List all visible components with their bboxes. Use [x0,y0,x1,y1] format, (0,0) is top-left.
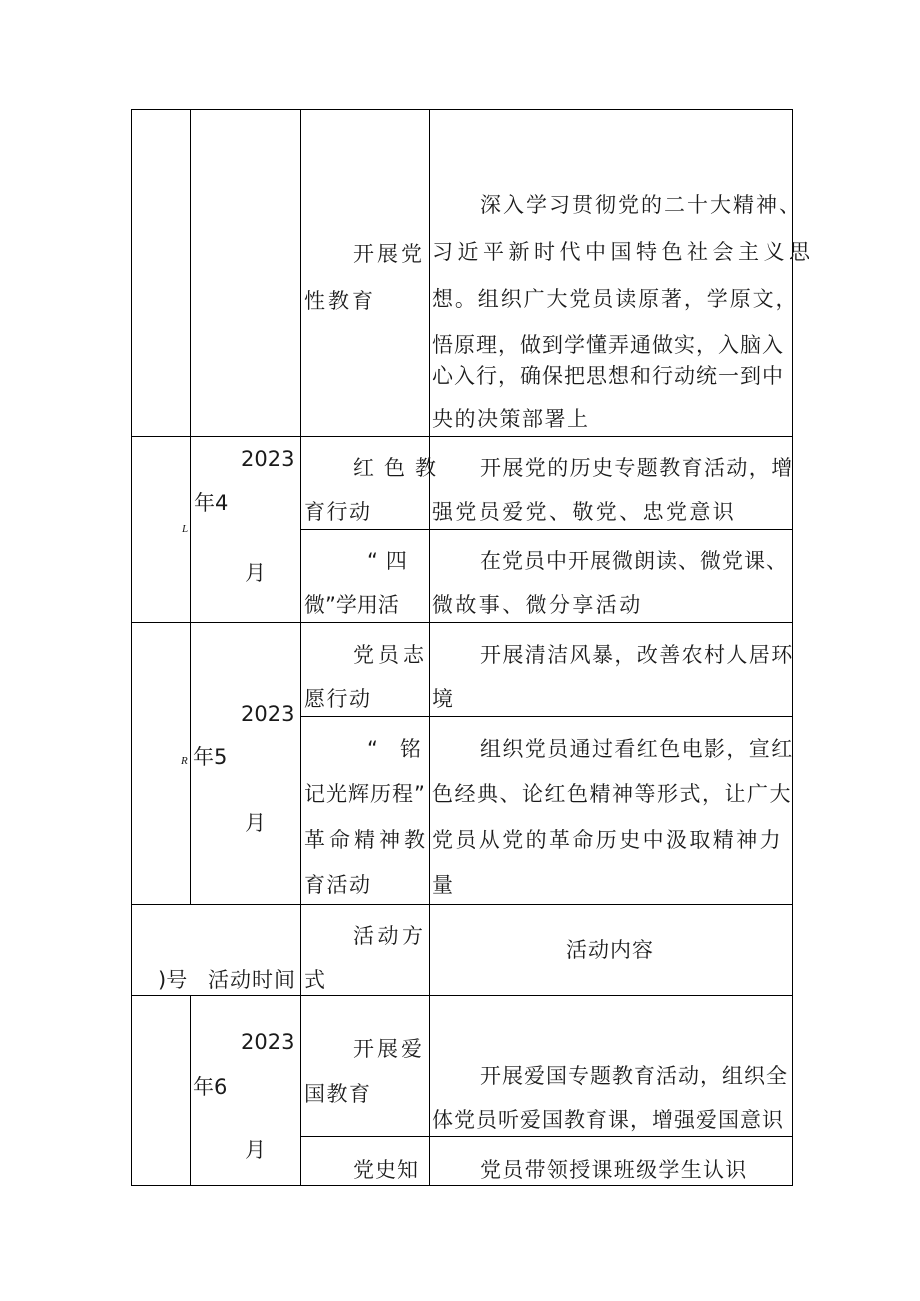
content-cell: 开展党的历史专题教育活动，增 [480,456,794,480]
content-cell: 开展清洁风暴，改善农村人居环 [480,643,794,667]
method-cell: 记光辉历程” [304,782,426,806]
header-time: 活动时间 [208,968,296,992]
method-cell: 红色教 [353,456,446,480]
content-cell: 深入学习贯彻党的二十大精神、 [480,193,802,217]
method-cell: “四 [367,549,415,573]
content-cell: 央的决策部署上 [432,407,590,431]
date-month: 月 [245,811,266,835]
date-year: 2023 [241,447,295,471]
date-month: 年4 [194,491,229,515]
method-cell: 开展爱 [353,1037,425,1061]
method-cell: 育活动 [304,873,372,897]
content-cell: 党员从党的革命历史中汲取精神力 [432,828,783,852]
date-month: 年6 [193,1075,228,1099]
header-seq: )号 [158,968,188,992]
seq-mark: R [181,755,188,767]
content-cell: 在党员中开展微朗读、微党课、 [480,549,788,573]
method-cell: 微”学用活 [304,593,399,617]
content-cell: 微故事、微分享活动 [432,593,643,617]
method-cell: 性教育 [304,289,376,313]
content-cell: 强党员爱党、敬党、忠党意识 [432,500,737,524]
method-cell: 党员志 [353,643,428,667]
method-cell: “铭 [367,737,443,761]
content-cell: 色经典、论红色精神等形式，让广大 [432,782,792,806]
content-cell: 开展爱国专题教育活动，组织全 [480,1064,788,1088]
method-cell: 革命精神教 [304,828,429,852]
content-cell: 组织党员通过看红色电影，宣红 [480,737,794,761]
method-cell: 开展党 [353,242,425,266]
content-cell: 习近平新时代中国特色社会主义思 [432,240,815,264]
method-cell: 育行动 [304,500,372,524]
content-cell: 悟原理，做到学懂弄通做实，入脑入 [432,333,784,357]
date-month: 月 [245,1138,266,1162]
header-method: 式 [304,968,325,992]
header-content: 活动内容 [566,938,654,962]
content-cell: 体党员听爱国教育课，增强爱国意识 [432,1108,784,1132]
content-cell: 党员带领授课班级学生认识 [480,1158,748,1182]
method-cell: 国教育 [304,1082,372,1106]
content-cell: 想。组织广大党员读原著，学原文， [432,287,799,311]
header-method: 活动方 [353,924,427,948]
method-cell: 党史知 [353,1158,419,1182]
seq-mark: L [182,523,189,535]
date-year: 2023 [241,702,295,726]
content-cell: 心入行，确保把思想和行动统一到中 [432,364,784,388]
date-month: 年5 [193,745,228,769]
method-cell: 愿行动 [304,687,372,711]
date-year: 2023 [241,1030,295,1054]
content-cell: 境 [432,687,453,711]
content-cell: 量 [432,873,453,897]
date-month: 月 [245,561,266,585]
